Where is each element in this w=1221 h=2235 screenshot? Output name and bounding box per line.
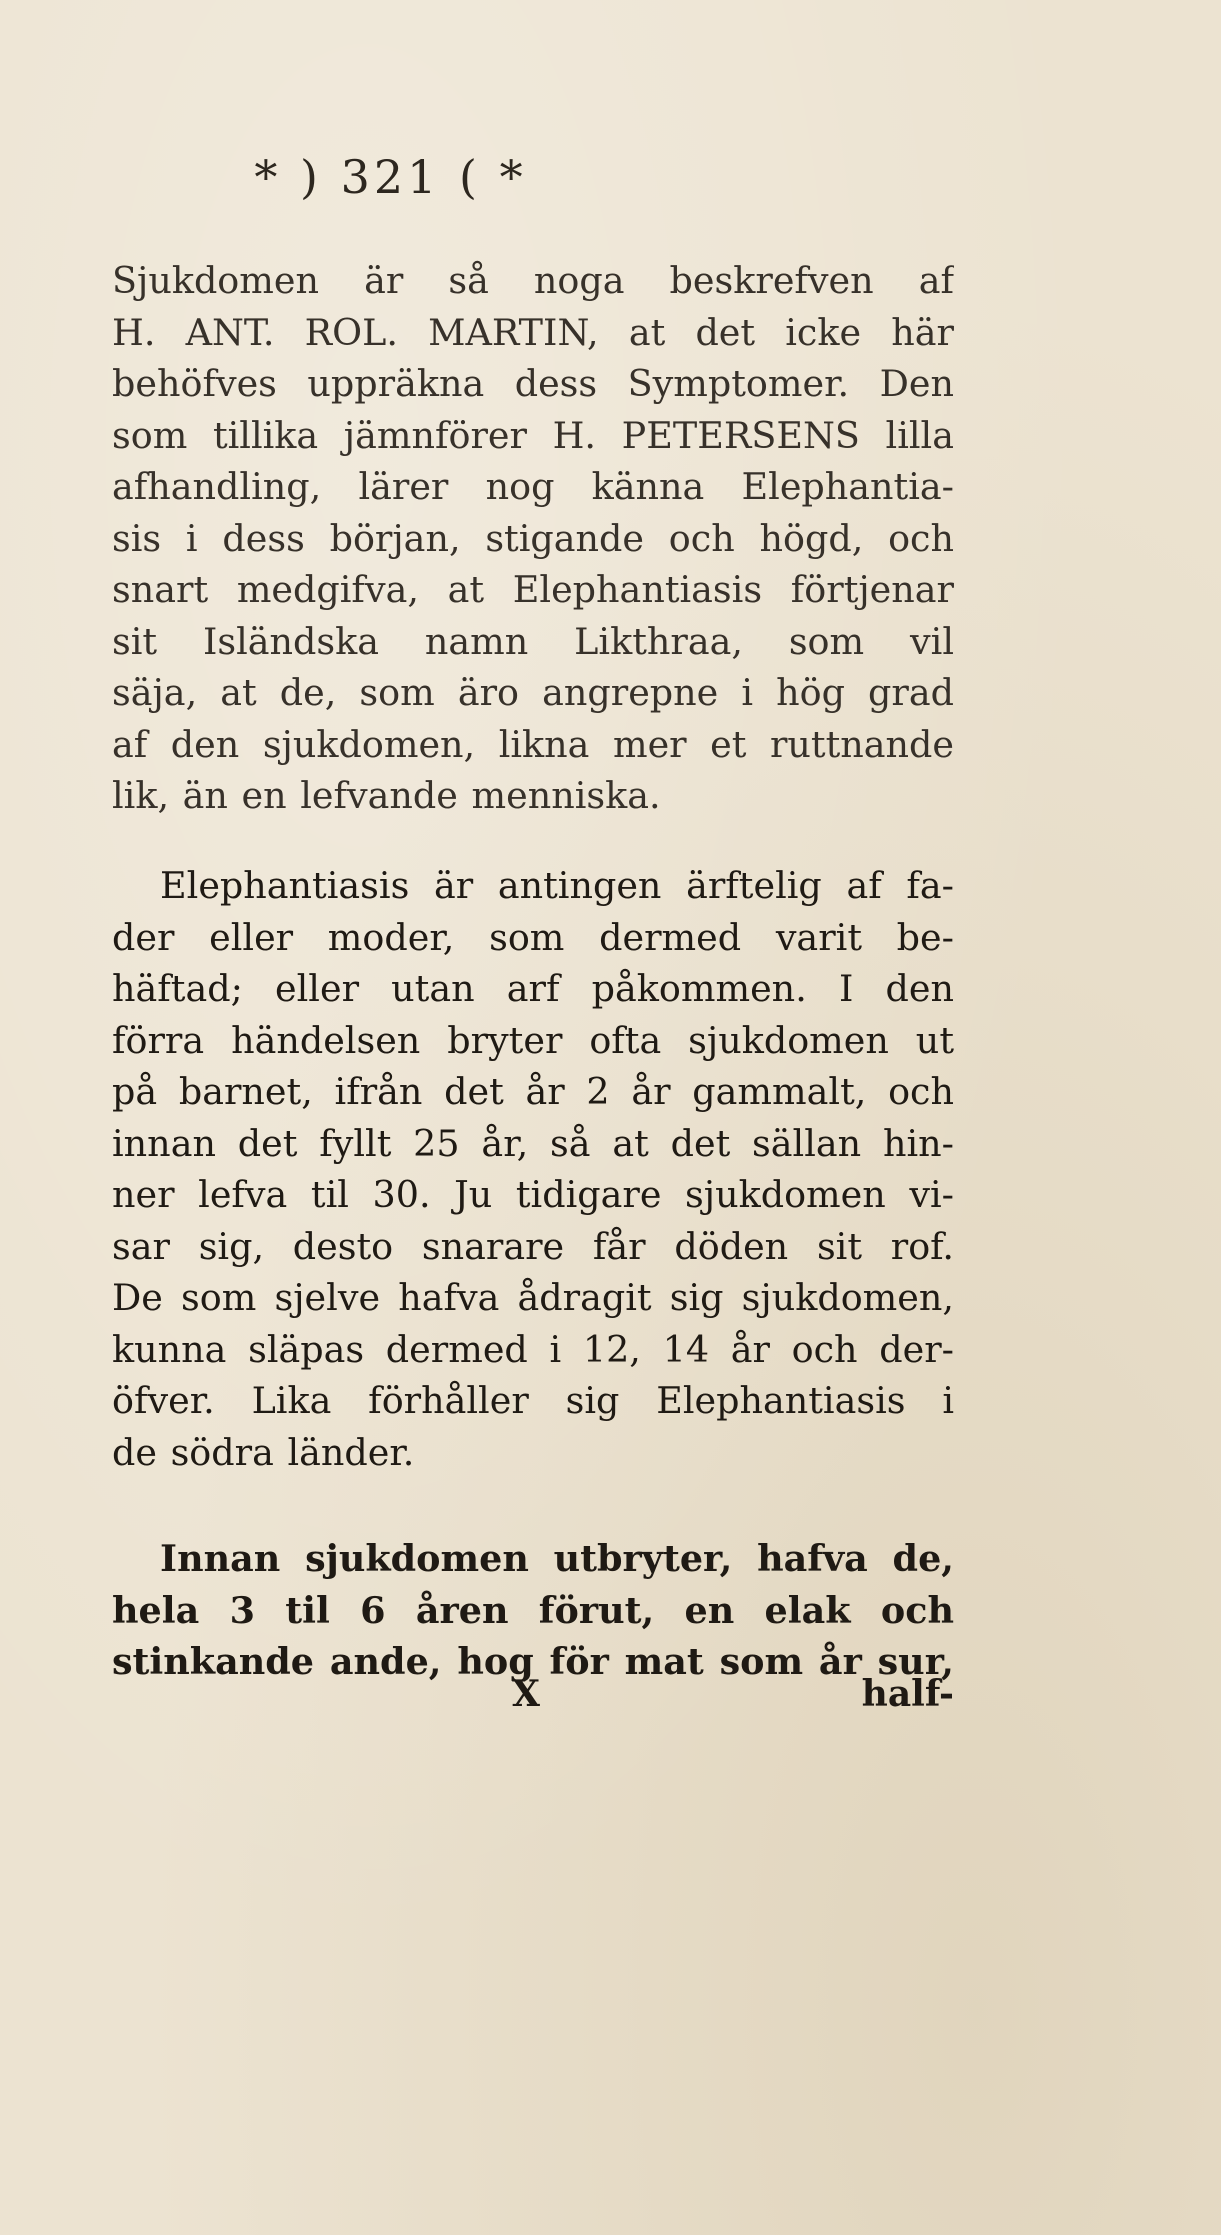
text-line: H. ANT. ROL. MARTIN, at det icke här [112,310,954,354]
paragraph-1 [112,255,954,822]
text-line: Innan sjukdomen utbryter, hafva de, [160,1537,954,1580]
text-line: af den sjukdomen, likna mer et ruttnande [112,722,954,766]
text-line: snart medgifva, at Elephantiasis förtjenar [112,568,954,611]
text-line: Sjukdomen är så noga beskrefven af [112,259,954,302]
text-line: säja, at de, som äro angrepne i hög grad [112,671,954,714]
text-line: som tillika jämnförer H. PETERSENS lilla [112,413,954,457]
text-line: innan det fyllt 25 år, så at det sällan hin- [112,1121,954,1165]
text-line: förra händelsen bryter ofta sjukdomen ut [112,1018,954,1062]
signature-mark: X [512,1673,540,1715]
text-line: kunna släpas dermed i 12, 14 år och der- [112,1327,954,1371]
text-line: De som sjelve hafva ådragit sig sjukdomen, [112,1276,954,1319]
text-line: de södra länder. [112,1430,415,1474]
text-line: sar sig, desto snarare får döden sit rof. [112,1224,954,1268]
text-line: sit Isländska namn Likthraa, som vil [112,619,954,663]
page-header: * ) 321 ( * [254,150,527,204]
text-line: öfver. Lika förhåller sig Elephantiasis i [112,1379,954,1422]
text-line: stinkande ande, hog för mat som år sur, [112,1640,954,1683]
text-line: häftad; eller utan arf påkommen. I den [112,967,954,1010]
text-line: Elephantiasis är antingen ärftelig af fa- [160,864,954,907]
text-line: lik, än en lefvande menniska. [112,774,661,817]
text-line: der eller moder, som dermed varit be- [112,915,954,959]
catchword: half- [861,1673,954,1715]
text-line: hela 3 til 6 åren förut, en elak och [112,1588,954,1632]
text-line: ner lefva til 30. Ju tidigare sjukdomen vi- [112,1173,954,1216]
paragraph-2 [112,860,954,1478]
text-line: afhandling, lärer nog känna Elephantia- [112,465,954,508]
text-line: på barnet, ifrån det år 2 år gammalt, och [112,1070,954,1113]
text-line: sis i dess början, stigande och högd, och [112,516,954,560]
text-line: behöfves uppräkna dess Symptomer. Den [112,362,954,405]
page-footer [112,1673,954,1725]
paragraph-3 [112,1533,954,1688]
